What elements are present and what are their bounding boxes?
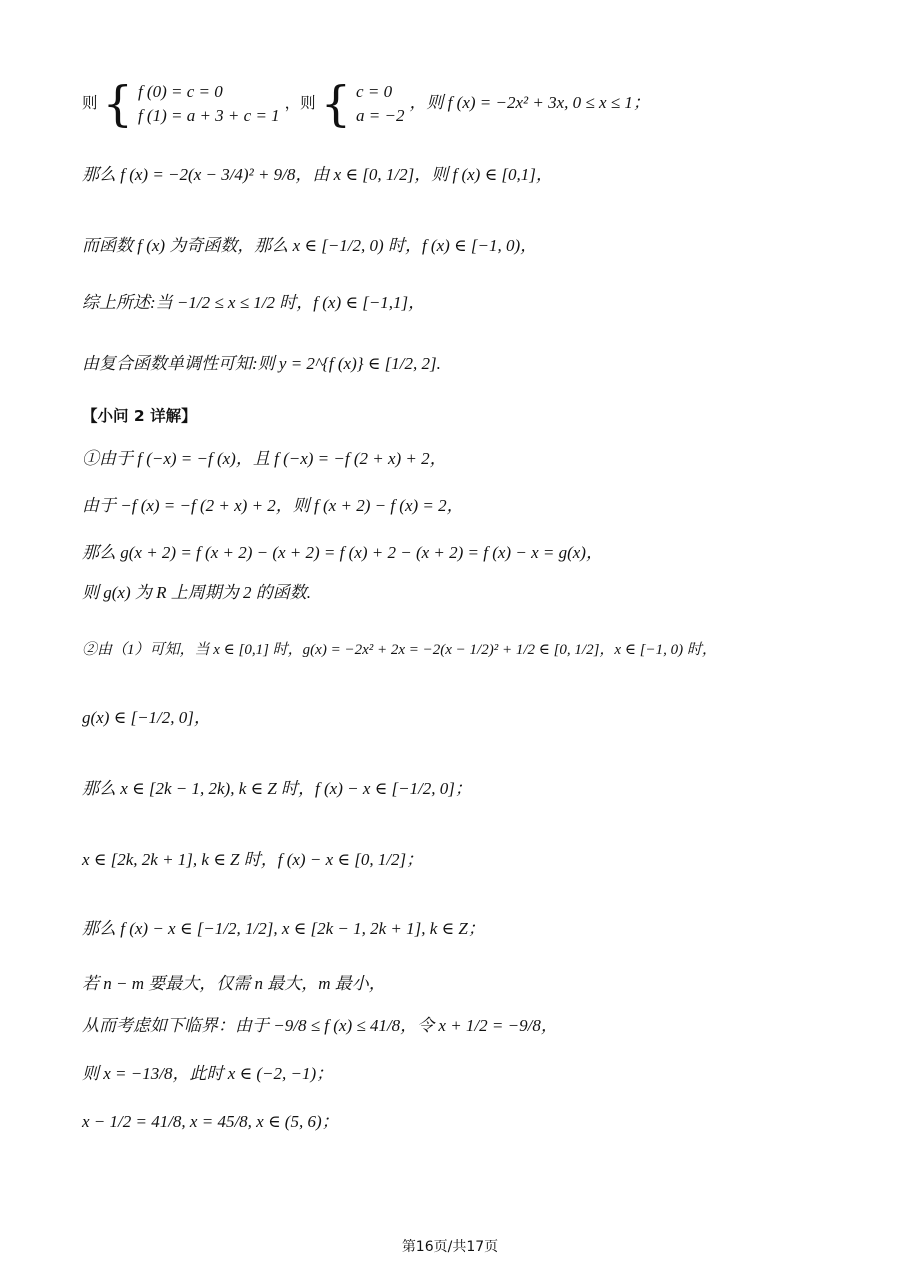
line-10 [82,640,717,660]
line-17 [82,1064,333,1084]
line-system [82,76,650,132]
line-14 [82,919,485,939]
line-2 [82,165,553,185]
line-4 [82,293,425,313]
math-text: 那么 x ∈ [2k − 1, 2k), k ∈ Z 时，f (x) − x ∈ [−1/2, 0]； [82,779,472,798]
line-13 [82,850,423,870]
math-text: ②由（1）可知，当 x ∈ [0,1] 时，g(x) = −2x² + 2x = −2(x − 1/2)² + 1/2 ∈ [0, 1/2]，x ∈ [−1, 0) 时， [82,642,717,658]
math-text: x − 1/2 = 41/8, x = 45/8, x ∈ (5, 6)； [82,1112,339,1131]
math-text: 那么 f (x) − x ∈ [−1/2, 1/2], x ∈ [2k − 1, 2k + 1], k ∈ Z； [82,919,485,938]
math-text: g(x) ∈ [−1/2, 0]， [82,708,211,727]
line-7 [82,496,464,516]
math-text: 则 x = −13/8，此时 x ∈ (−2, −1)； [82,1064,334,1083]
equation-system-2 [356,80,404,128]
page-footer: 第16页/共17页 [401,1239,499,1255]
line-12 [82,779,472,799]
line-6 [82,449,447,469]
equation-a: a = −2 [356,106,405,125]
section-header [82,406,197,426]
text-ze: 则 [82,94,98,112]
math-text: 从而考虑如下临界：由于 −9/8 ≤ f (x) ≤ 41/8，令 x + 1/2 = −9/8， [82,1016,558,1035]
math-text: 综上所述:当 −1/2 ≤ x ≤ 1/2 时，f (x) ∈ [−1,1]， [82,293,426,312]
line-15 [82,974,386,994]
math-text: 那么 g(x + 2) = f (x + 2) − (x + 2) = f (x) + 2 − (x + 2) = f (x) − x = g(x)， [82,543,603,562]
line-18 [82,1112,339,1132]
equation-system-1 [138,80,280,128]
left-brace: { [102,76,133,132]
math-text: 由于 −f (x) = −f (2 + x) + 2，则 f (x + 2) − f (x) = 2， [82,496,464,515]
text-ze-2: ，则 [284,94,316,112]
math-text: x ∈ [2k, 2k + 1], k ∈ Z 时，f (x) − x ∈ [0, 1/2]； [82,850,424,869]
equation-c: c = 0 [356,82,393,101]
math-text: ①由于 f (−x) = −f (x)，且 f (−x) = −f (2 + x) + 2， [82,449,447,468]
line-3 [82,236,537,256]
line-5 [82,354,441,374]
equation-fx: ，则 f (x) = −2x² + 3x, 0 ≤ x ≤ 1； [409,93,650,112]
line-16 [82,1016,558,1036]
equation-f1: f (1) = a + 3 + c = 1 [137,106,280,125]
line-8 [82,543,603,563]
math-text: 而函数 f (x) 为奇函数，那么 x ∈ [−1/2, 0) 时，f (x) ∈ [−1, 0)， [82,236,538,255]
math-text: 则 g(x) 为 R 上周期为 2 的函数. [82,583,312,602]
section-title: 【小问 2 详解】 [82,407,197,425]
math-text: 那么 f (x) = −2(x − 3/4)² + 9/8，由 x ∈ [0, 1/2]，则 f (x) ∈ [0,1]， [82,165,553,184]
line-9 [82,583,311,603]
line-11 [82,708,211,728]
equation-f0: f (0) = c = 0 [137,82,223,101]
left-brace-2: { [320,76,352,132]
math-text: 若 n − m 要最大，仅需 n 最大，m 最小， [82,974,386,993]
math-text: 由复合函数单调性可知:则 y = 2^{f (x)} ∈ [1/2, 2]. [82,354,441,373]
